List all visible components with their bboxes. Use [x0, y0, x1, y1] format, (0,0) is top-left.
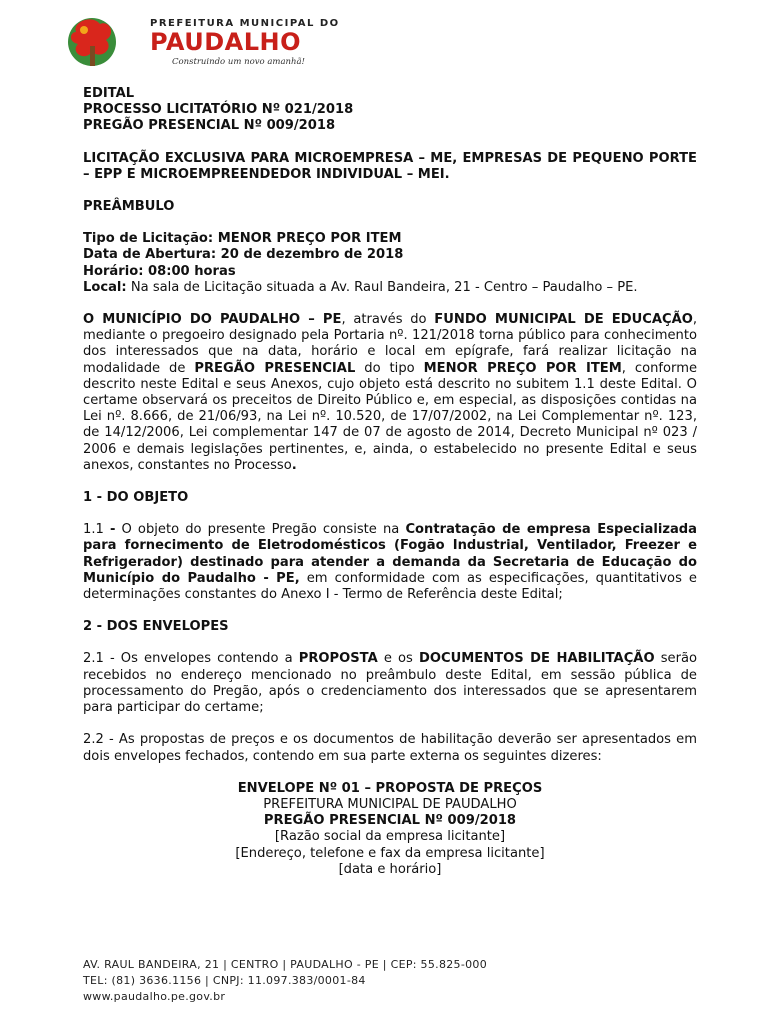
- municipality-logo: [62, 12, 340, 72]
- footer-address: AV. RAUL BANDEIRA, 21 | CENTRO | PAUDALHO - PE | CEP: 55.825-000: [83, 958, 488, 971]
- proposta-label: PROPOSTA: [298, 651, 378, 667]
- envelope-endereco: [Endereço, telefone e fax da empresa licitante]: [235, 845, 545, 861]
- preambulo-text-3: do tipo: [355, 360, 424, 376]
- modalidade: PREGÃO PRESENCIAL: [194, 360, 356, 376]
- logo-text-line1: PREFEITURA MUNICIPAL DO: [150, 18, 340, 29]
- tipo-menor-preco: MENOR PREÇO POR ITEM: [423, 360, 622, 376]
- section-2-2-paragraph: 2.2 - As propostas de preços e os documentos de habilitação deverão ser apresentados em dois envelopes fechados, contendo em sua parte externa os seguintes dizeres:: [83, 732, 697, 764]
- preambulo-paragraph: [83, 312, 697, 474]
- preambulo-text-2: , mediante o pregoeiro designado pela Portaria nº. 121/2018 torna público para conhecimento dos interessados que na data, horário e local em epígrafe, fará realizar licitação na modalidade de: [83, 312, 698, 376]
- local-label: Local:: [83, 279, 127, 295]
- envelope-title: ENVELOPE Nº 01 – PROPOSTA DE PREÇOS: [237, 780, 543, 796]
- footer-contact: TEL: (81) 3636.1156 | CNPJ: 11.097.383/0001-84: [83, 974, 366, 987]
- envelopes-text-1: 2.1 - Os envelopes contendo a: [83, 651, 299, 667]
- envelope-prefeitura: PREFEITURA MUNICIPAL DE PAUDALHO: [263, 796, 517, 812]
- documentos-label: DOCUMENTOS DE HABILITAÇÃO: [418, 651, 655, 667]
- preambulo-period: .: [291, 457, 297, 473]
- envelopes-text-2: e os: [377, 651, 419, 667]
- envelope-label-block: [83, 781, 697, 878]
- section-1-1-paragraph: [83, 522, 697, 603]
- preambulo-heading: PREÂMBULO: [83, 199, 175, 215]
- section-2-1-paragraph: [83, 651, 697, 716]
- section-2-heading: 2 - DOS ENVELOPES: [83, 619, 229, 635]
- section-1-heading: 1 - DO OBJETO: [83, 490, 189, 506]
- logo-text-line2: PAUDALHO: [150, 28, 301, 56]
- doc-title-pregao: PREGÃO PRESENCIAL Nº 009/2018: [83, 118, 336, 134]
- doc-title-edital: EDITAL: [83, 86, 135, 101]
- item-dash: -: [109, 522, 116, 538]
- fundo-name: FUNDO MUNICIPAL DE EDUCAÇÃO: [434, 312, 693, 328]
- edital-document: [83, 86, 697, 878]
- objeto-text-2: em conformidade com as especificações, quantitativos e determinações constantes do Anexo I - Termo de Referência deste Edital;: [83, 570, 697, 603]
- doc-title-processo: PROCESSO LICITATÓRIO Nº 021/2018: [83, 102, 354, 118]
- local: [83, 280, 697, 296]
- envelopes-text-3: serão recebidos no endereço mencionado no preâmbulo deste Edital, em sessão pública de processamento do Pregão, após o credenciamento dos interessados que se apresentarem para participar do certame;: [83, 651, 697, 716]
- logo-slogan: Construindo um novo amanhã!: [172, 57, 305, 67]
- tipo-licitacao: Tipo de Licitação: MENOR PREÇO POR ITEM: [83, 231, 402, 247]
- envelope-data-horario: [data e horário]: [338, 861, 442, 877]
- page-footer: [83, 957, 487, 1005]
- preambulo-text-1: , através do: [341, 312, 435, 328]
- objeto-description: Contratação de empresa Especializada para fornecimento de Eletrodomésticos (Fogão Industrial, Ventilador, Freezer e Refrigerador) destinado para atender a demanda da Secretaria de Educação do Município do Paudalho - PE,: [83, 522, 697, 586]
- horario: Horário: 08:00 horas: [83, 263, 236, 279]
- preambulo-text-4: , conforme descrito neste Edital e seus Anexos, cujo objeto está descrito no subitem 1.1 deste Edital. O certame observará os preceitos de Direito Público e, em especial, as disposições contidas na Lei nº. 8.666, de 21/06/93, na Lei nº. 10.520, de 17/07/2002, na Lei Complementar nº. 123, de 14/12/2006, Lei complementar 147 de 07 de agosto de 2014, Decreto Municipal nº 023 / 2006 e demais legislações pertinentes, e, ainda, o estabelecido no presente Edital e seus anexos, constantes no Processo: [83, 360, 698, 473]
- envelope-pregao: PREGÃO PRESENCIAL Nº 009/2018: [263, 813, 517, 829]
- envelope-razao-social: [Razão social da empresa licitante]: [274, 829, 506, 845]
- item-number: 1.1: [83, 522, 110, 538]
- data-abertura: Data de Abertura: 20 de dezembro de 2018: [83, 247, 404, 263]
- local-text: Na sala de Licitação situada a Av. Raul Bandeira, 21 - Centro – Paudalho – PE.: [126, 279, 638, 295]
- objeto-text-1: O objeto do presente Pregão consiste na: [115, 522, 406, 538]
- exclusive-notice: LICITAÇÃO EXCLUSIVA PARA MICROEMPRESA – ME, EMPRESAS DE PEQUENO PORTE – EPP E MICROEMPREENDEDOR INDIVIDUAL – MEI.: [83, 150, 697, 182]
- municipio-name: O MUNICÍPIO DO PAUDALHO – PE: [83, 312, 342, 328]
- footer-website: www.paudalho.pe.gov.br: [83, 990, 226, 1003]
